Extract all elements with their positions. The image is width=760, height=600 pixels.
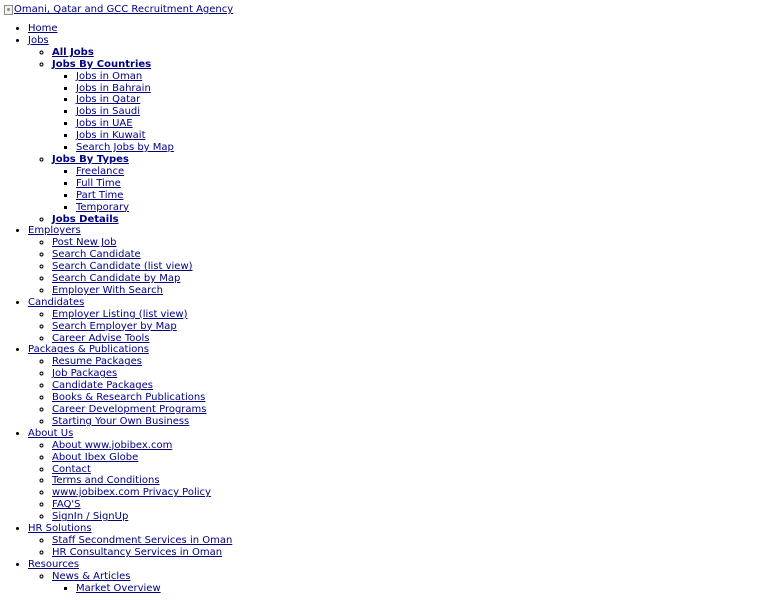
- employer-with-search-link[interactable]: Employer With Search: [52, 284, 163, 296]
- employers-link[interactable]: Employers: [28, 225, 81, 237]
- submenu-item: [76, 178, 760, 190]
- jobs-by-countries-link[interactable]: Jobs By Countries: [52, 58, 152, 70]
- privacy-policy-link[interactable]: www.jobibex.com Privacy Policy: [52, 487, 211, 499]
- menu-item-hr-solutions: [28, 523, 760, 559]
- contact-link[interactable]: Contact: [52, 463, 91, 475]
- submenu-item: [76, 94, 760, 106]
- menu-item-all-jobs: [52, 47, 760, 59]
- about-ibex-globe-link[interactable]: About Ibex Globe: [52, 451, 139, 463]
- part-time-link[interactable]: Part Time: [76, 189, 124, 201]
- hr-consultancy-link[interactable]: HR Consultancy Services in Oman: [52, 546, 223, 558]
- submenu-item: [52, 309, 760, 321]
- signin-signup-link[interactable]: SignIn / SignUp: [52, 511, 129, 523]
- jobs-details-link[interactable]: Jobs Details: [52, 213, 119, 225]
- submenu-item: [52, 464, 760, 476]
- submenu-item: [52, 261, 760, 273]
- submenu-item: [52, 499, 760, 511]
- jobs-by-types-link[interactable]: Jobs By Types: [52, 153, 129, 165]
- freelance-link[interactable]: Freelance: [76, 165, 125, 177]
- packages-submenu: [28, 356, 760, 427]
- career-advise-tools-link[interactable]: Career Advise Tools: [52, 332, 150, 344]
- submenu-item: [76, 583, 760, 595]
- menu-item-home: [28, 23, 760, 35]
- staff-secondment-link[interactable]: Staff Secondment Services in Oman: [52, 534, 233, 546]
- submenu-item: [76, 202, 760, 214]
- search-candidate-by-map-link[interactable]: Search Candidate by Map: [52, 273, 181, 285]
- main-navigation: [0, 23, 760, 595]
- main-menu: [0, 23, 760, 595]
- submenu-item: [52, 404, 760, 416]
- starting-your-own-business-link[interactable]: Starting Your Own Business: [52, 415, 190, 427]
- jobs-in-oman-link[interactable]: Jobs in Oman: [76, 70, 143, 82]
- submenu-item: [52, 547, 760, 559]
- packages-link[interactable]: Packages & Publications: [28, 344, 149, 356]
- jobs-in-kuwait-link[interactable]: Jobs in Kuwait: [76, 130, 146, 142]
- employers-submenu: [28, 237, 760, 297]
- menu-item-jobs-by-countries: [52, 59, 760, 154]
- all-jobs-link[interactable]: All Jobs: [52, 46, 94, 58]
- faqs-link[interactable]: FAQ'S: [52, 499, 81, 511]
- submenu-item: [76, 166, 760, 178]
- submenu-item: [52, 380, 760, 392]
- jobs-in-qatar-link[interactable]: Jobs in Qatar: [76, 94, 141, 106]
- search-jobs-by-map-link[interactable]: Search Jobs by Map: [76, 142, 174, 154]
- market-overview-link[interactable]: Market Overview: [76, 582, 161, 594]
- submenu-item: [52, 416, 760, 428]
- jobs-by-types-submenu: [52, 166, 760, 214]
- broken-image-icon: [4, 5, 13, 15]
- submenu-item: [52, 535, 760, 547]
- submenu-item: [52, 273, 760, 285]
- jobs-in-uae-link[interactable]: Jobs in UAE: [76, 118, 133, 130]
- candidates-link[interactable]: Candidates: [28, 296, 85, 308]
- search-candidate-link[interactable]: Search Candidate: [52, 249, 141, 261]
- submenu-item: [52, 356, 760, 368]
- jobs-by-countries-submenu: [52, 71, 760, 154]
- home-link[interactable]: Home: [28, 23, 58, 34]
- about-submenu: [28, 440, 760, 523]
- about-us-link[interactable]: About Us: [28, 427, 74, 439]
- menu-item-candidates: [28, 297, 760, 345]
- submenu-item: [76, 142, 760, 154]
- terms-link[interactable]: Terms and Conditions: [52, 475, 160, 487]
- hr-solutions-submenu: [28, 535, 760, 559]
- submenu-item: [52, 392, 760, 404]
- site-logo-alt-text: Omani, Qatar and GCC Recruitment Agency: [14, 4, 234, 15]
- submenu-item: [52, 487, 760, 499]
- menu-item-packages: [28, 344, 760, 427]
- about-jobibex-link[interactable]: About www.jobibex.com: [52, 439, 173, 451]
- submenu-item: [52, 321, 760, 333]
- submenu-item: [76, 83, 760, 95]
- submenu-item: [76, 130, 760, 142]
- candidate-packages-link[interactable]: Candidate Packages: [52, 380, 153, 392]
- submenu-item: [52, 285, 760, 297]
- menu-item-jobs-by-types: [52, 154, 760, 214]
- full-time-link[interactable]: Full Time: [76, 177, 121, 189]
- career-development-programs-link[interactable]: Career Development Programs: [52, 404, 207, 415]
- submenu-item: [52, 452, 760, 464]
- submenu-item: [76, 71, 760, 83]
- job-packages-link[interactable]: Job Packages: [52, 368, 118, 380]
- books-research-publications-link[interactable]: Books & Research Publications: [52, 392, 206, 404]
- resources-submenu: [28, 571, 760, 595]
- resume-packages-link[interactable]: Resume Packages: [52, 356, 142, 368]
- search-candidate-list-view-link[interactable]: Search Candidate (list view): [52, 261, 193, 273]
- hr-solutions-link[interactable]: HR Solutions: [28, 523, 92, 535]
- candidates-submenu: [28, 309, 760, 345]
- jobs-link[interactable]: Jobs: [28, 34, 49, 46]
- submenu-item: [52, 511, 760, 523]
- temporary-link[interactable]: Temporary: [76, 201, 130, 213]
- news-articles-submenu: [52, 583, 760, 595]
- menu-item-jobs-details: [52, 214, 760, 226]
- submenu-item: [76, 190, 760, 202]
- menu-item-jobs: [28, 35, 760, 226]
- employer-listing-link[interactable]: Employer Listing (list view): [52, 308, 188, 320]
- site-logo-link[interactable]: [4, 4, 233, 16]
- submenu-item: [52, 237, 760, 249]
- menu-item-employers: [28, 225, 760, 296]
- post-new-job-link[interactable]: Post New Job: [52, 237, 117, 249]
- submenu-item: [76, 118, 760, 130]
- news-articles-link[interactable]: News & Articles: [52, 570, 131, 582]
- menu-item-resources: [28, 559, 760, 595]
- submenu-item: [52, 475, 760, 487]
- jobs-in-saudi-link[interactable]: Jobs in Saudi: [76, 106, 141, 118]
- submenu-item: [52, 368, 760, 380]
- search-employer-by-map-link[interactable]: Search Employer by Map: [52, 320, 177, 332]
- submenu-item: [52, 440, 760, 452]
- menu-item-news-articles: [52, 571, 760, 595]
- jobs-submenu: [28, 47, 760, 226]
- submenu-item: [52, 249, 760, 261]
- resources-link[interactable]: Resources: [28, 558, 80, 570]
- jobs-in-bahrain-link[interactable]: Jobs in Bahrain: [76, 82, 151, 94]
- submenu-item: [76, 106, 760, 118]
- submenu-item: [52, 333, 760, 345]
- menu-item-about: [28, 428, 760, 523]
